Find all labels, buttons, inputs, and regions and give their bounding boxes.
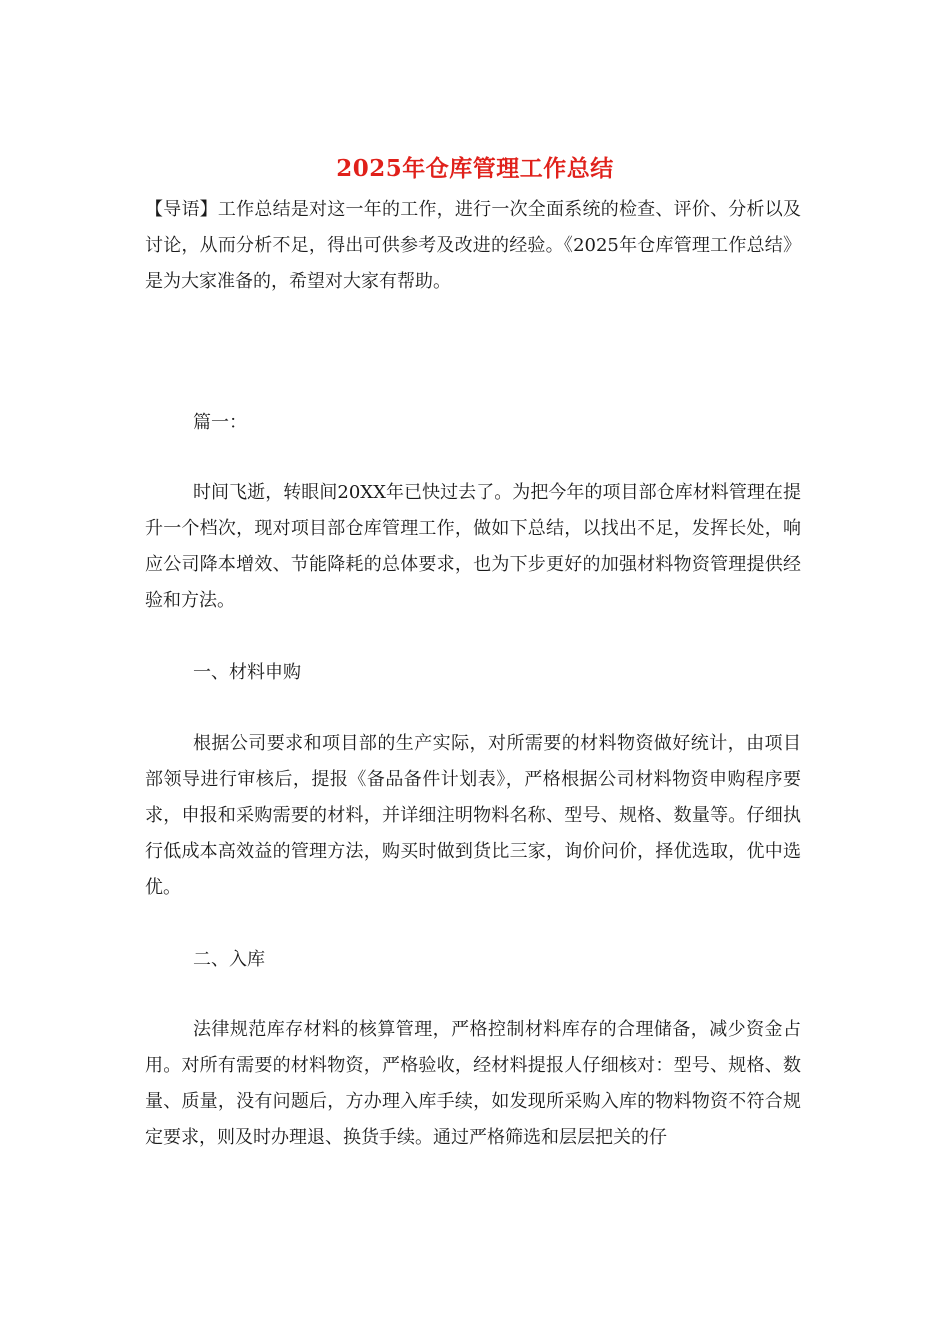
- intro-paragraph: 【导语】工作总结是对这一年的工作，进行一次全面系统的检查、评价、分析以及讨论，从而分析不足，得出可供参考及改进的经验。《2025年仓库管理工作总结》是为大家准备的，希望对大家有帮助。: [145, 199, 801, 292]
- body-paragraph-1: 时间飞逝，转眼间20XX年已快过去了。为把今年的项目部仓库材料管理在提升一个档次，现对项目部仓库管理工作，做如下总结，以找出不足，发挥长处，响应公司降本增效、节能降耗的总体要求，也为下步更好的加强材料物资管理提供经验和方法。: [145, 482, 801, 611]
- section-heading-2: 二、入库: [193, 949, 265, 970]
- body-paragraph-3: 法律规范库存材料的核算管理，严格控制材料库存的合理储备，减少资金占用。对所有需要的材料物资，严格验收，经材料提报人仔细核对：型号、规格、数量、质量，没有问题后，方办理入库手续，如发现所采购入库的物料物资不符合规定要求，则及时办理退、换货手续。通过严格筛选和层层把关的仔: [145, 1019, 801, 1148]
- body-paragraph-2: 根据公司要求和项目部的生产实际，对所需要的材料物资做好统计，由项目部领导进行审核后，提报《备品备件计划表》，严格根据公司材料物资申购程序要求，申报和采购需要的材料，并详细注明物料名称、型号、规格、数量等。仔细执行低成本高效益的管理方法，购买时做到货比三家，询价问价，择优选取，优中选优。: [145, 733, 801, 898]
- part-label: 篇一：: [193, 412, 247, 433]
- section-heading-1: 一、材料申购: [193, 662, 301, 683]
- document-title: 2025年仓库管理工作总结: [336, 155, 614, 182]
